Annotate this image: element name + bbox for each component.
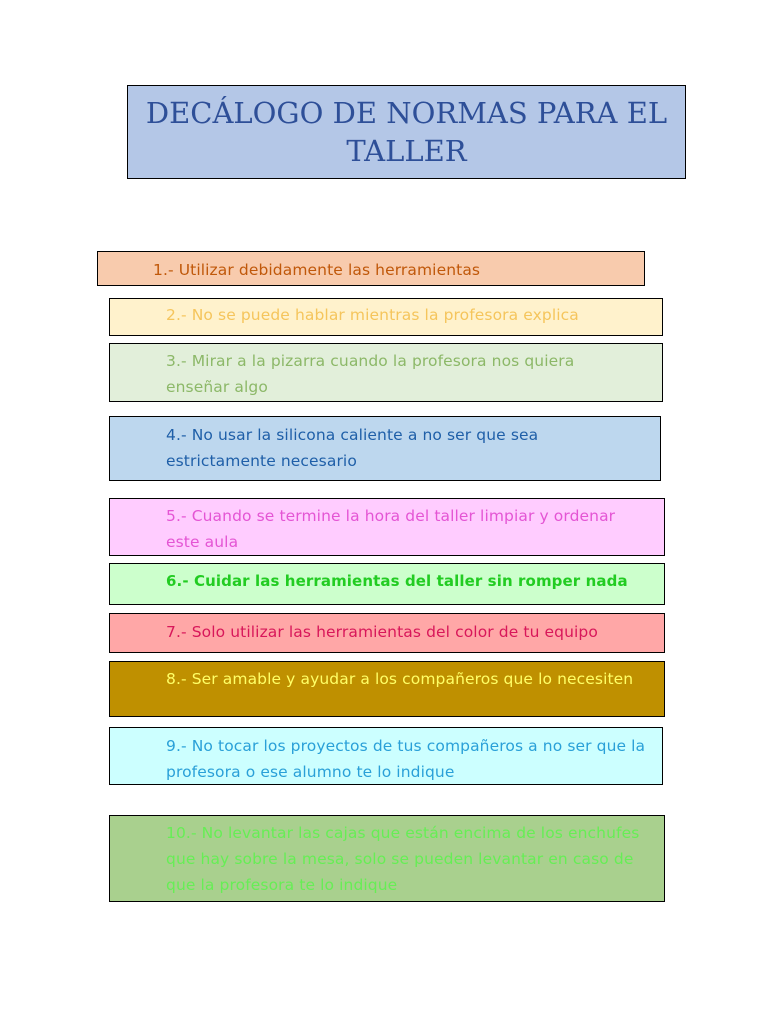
rule-3	[109, 343, 663, 402]
rule-1-text: 1.- Utilizar debidamente las herramientas	[153, 261, 481, 279]
rule-7-text: 7.- Solo utilizar las herramientas del color de tu equipo	[166, 623, 598, 641]
rule-3-text: 3.- Mirar a la pizarra cuando la profesora nos quiera enseñar algo	[166, 352, 575, 396]
rule-4-text: 4.- No usar la silicona caliente a no ser que sea estrictamente necesario	[166, 426, 539, 470]
rule-7	[109, 613, 665, 653]
rule-5	[109, 498, 665, 556]
rule-5-text: 5.- Cuando se termine la hora del taller limpiar y ordenar este aula	[166, 507, 616, 551]
title-box	[127, 85, 686, 179]
rule-9	[109, 727, 663, 785]
rule-10-text: 10.- No levantar las cajas que están encima de los enchufes que hay sobre la mesa, solo se pueden levantar en caso de que la profesora te lo indique	[166, 824, 640, 894]
page-title: DECÁLOGO DE NORMAS PARA EL TALLER	[145, 96, 668, 168]
rule-10	[109, 815, 665, 902]
rule-6	[109, 563, 665, 605]
rule-2	[109, 298, 663, 336]
rule-9-text: 9.- No tocar los proyectos de tus compañeros a no ser que la profesora o ese alumno te lo indique	[166, 737, 646, 781]
rule-2-text: 2.- No se puede hablar mientras la profesora explica	[166, 306, 579, 324]
rule-1	[97, 251, 645, 286]
rule-8-text: 8.- Ser amable y ayudar a los compañeros que lo necesiten	[166, 670, 634, 688]
rule-8	[109, 661, 665, 717]
rule-6-text: 6.- Cuidar las herramientas del taller sin romper nada	[166, 572, 628, 590]
rule-4	[109, 416, 661, 481]
